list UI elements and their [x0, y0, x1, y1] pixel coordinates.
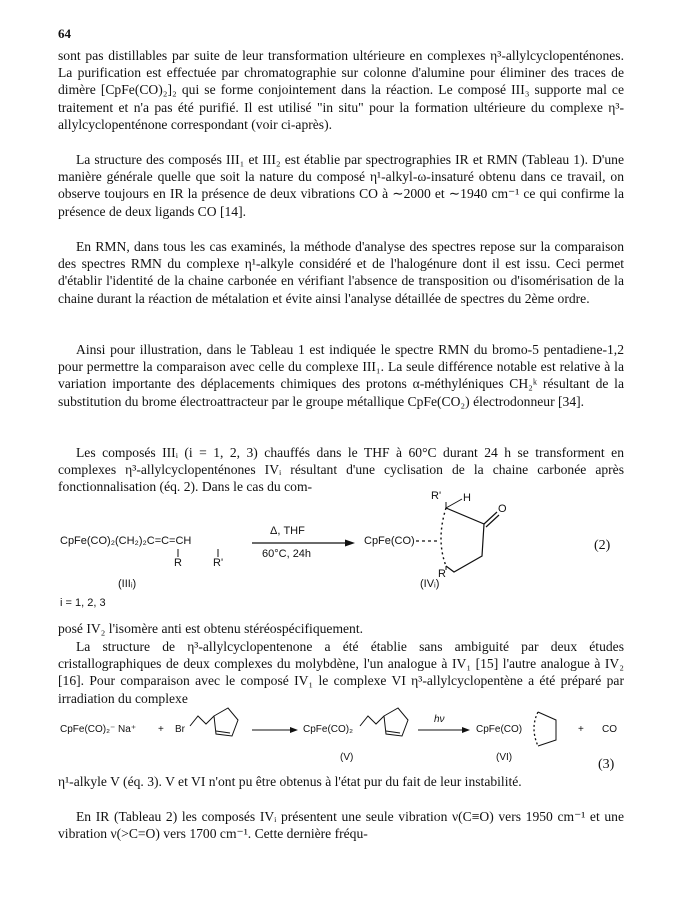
scheme3-product: CpFe(CO) — [476, 724, 523, 735]
scheme3-byproduct: CO — [602, 724, 617, 735]
scheme3-plus2: + — [578, 724, 584, 735]
scheme2-reactant-r: R — [174, 557, 182, 569]
scheme2-product-o: O — [498, 503, 507, 515]
scheme3-label-v: (V) — [340, 752, 354, 763]
scheme3-arrow2-label: hν — [434, 714, 445, 725]
scheme2-arrow-bottom: 60°C, 24h — [262, 548, 312, 560]
scheme2-product-fe: CpFe(CO) — [364, 535, 415, 547]
paragraph: Ainsi pour illustration, dans le Tableau 1 est indiquée le spectre RMN du bromo-5 pentadiene-1,2 pour permettre la comparaison avec celle du complexe III₁. La seule différence notable est relative à la variation importante des déplacements chimiques des protons α-méthyléniques CH₂ᵏ résultant de la substitution du brome électroattracteur par le groupe métallique CpFe(CO₂) électrodonneur [34]. — [58, 342, 624, 409]
paragraph: En IR (Tableau 2) les composés IVᵢ présentent une seule vibration ν(C≡O) vers 1950 cm⁻¹ et une vibration ν(>C=O) vers 1700 cm⁻¹. Cette dernière fréqu- — [58, 809, 624, 842]
scheme2-product-r1: R' — [431, 490, 442, 502]
scheme2-reactant: CpFe(CO)₂(CH₂)₂C=C=CH — [60, 535, 192, 547]
scheme3-label-vi: (VI) — [496, 752, 513, 763]
paragraph: η¹-alkyle V (éq. 3). V et VI n'ont pu être obtenus à l'état pur du fait de leur instabilité. — [58, 774, 522, 789]
paragraph: Les composés IIIᵢ (i = 1, 2, 3) chauffés dans le THF à 60°C durant 24 h se transforment en complexes η³-allylcyclopenténones IVᵢ résultant d'une cyclisation de la chaine carbonée après fonctionnalisation (éq. 2). Dans le cas du com- — [58, 445, 624, 495]
scheme2-arrow-top: Δ, THF — [270, 525, 305, 537]
scheme3-plus1: + — [158, 724, 164, 735]
paragraph: sont pas distillables par suite de leur transformation ultérieure en complexes η³-allylcyclopenténones. La purification est effectuée par chromatographie sur colonne d'alumine pour éliminer des traces de dimère [CpFe(CO)₂]₂ qui se forme conjointement dans la réaction. Le composé III₃ supporte mal ce traitement et n'a pas été purifié. Il est utilisé "in situ" pour la formation ultérieure du complexe η³-allylcyclopenténone correspondant (voir ci-après). — [58, 48, 624, 132]
scheme2-label-reactant: (IIIᵢ) — [118, 578, 137, 590]
equation-number-2: (2) — [594, 538, 611, 553]
scheme2-product-r: R — [438, 568, 446, 580]
paragraph: posé IV₂ l'isomère anti est obtenu stéréospécifiquement. — [58, 621, 364, 636]
paragraph: La structure des composés III₁ et III₂ est établie par spectrographies IR et RMN (Tableau 1). D'une manière générale quelle que soit la nature du composé η¹-alkyl-ω-insaturé obtenu dans ce travail, on observe toujours en IR la présence de deux vibrations CO à ∼2000 et ∼1940 cm⁻¹ ce qui confirme la présence de deux ligands CO [14]. — [58, 152, 624, 219]
scheme2-reactant-r1: R' — [213, 557, 224, 569]
paragraph: En RMN, dans tous les cas examinés, la méthode d'analyse des spectres repose sur la comparaison des spectres RMN du complexe η¹-alkyle considéré et de l'halogénure dont il est issu. Ceci permet d'établir l'identité de la chaine carbonée en vérifiant l'absence de transposition ou d'isomérisation de la chaine durant la réaction de métalation et évite ainsi l'analyse détaillée de spectres du 2ème ordre. — [58, 239, 624, 306]
equation-number-3: (3) — [598, 757, 615, 772]
scheme3-intermediate: CpFe(CO)₂ — [303, 724, 353, 735]
page-number: 64 — [58, 26, 71, 41]
paragraph: La structure de η³-allylcyclopentenone a été établie sans ambiguité par deux études cristallographiques de deux complexes du molybdène, l'un analogue à IV₁ [15] l'autre analogue à IV₂ [16]. Pour comparaison avec le composé IV₁ le complexe VI η³-allylcyclopentène a été préparé par irradiation du complexe — [58, 639, 624, 706]
scheme2-label-product: (IVᵢ) — [420, 578, 440, 590]
scheme2-index: i = 1, 2, 3 — [60, 597, 106, 609]
scheme3-reagent1: CpFe(CO)₂⁻ Na⁺ — [60, 724, 137, 735]
scheme2-product-h: H — [463, 492, 471, 504]
scheme3-reagent2: Br — [175, 724, 185, 735]
